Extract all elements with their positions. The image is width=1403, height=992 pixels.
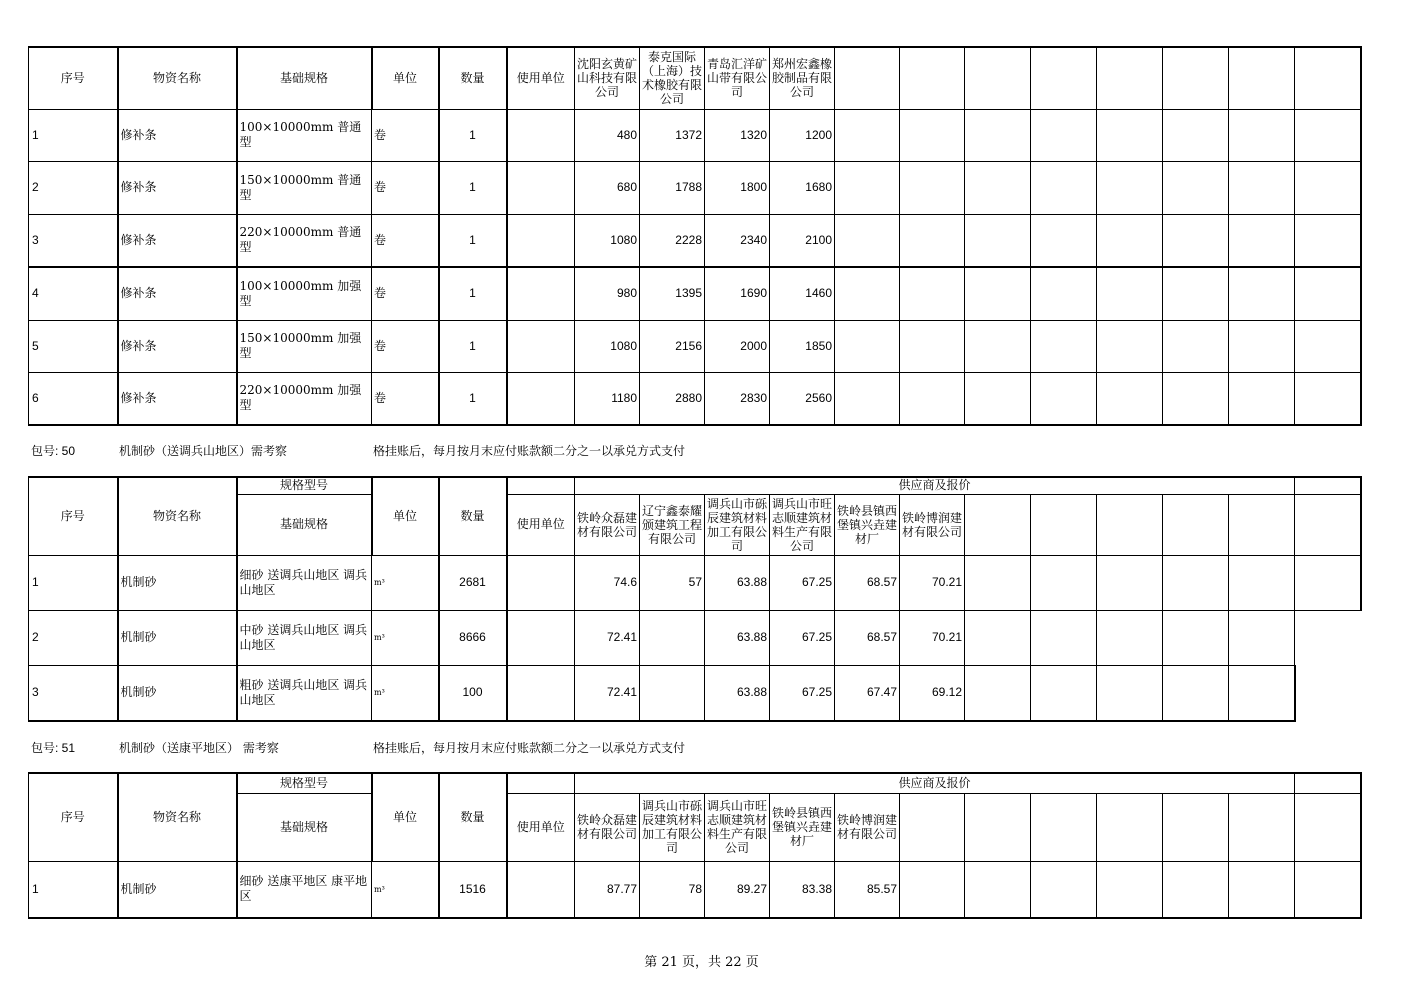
- cell-qty: 100: [439, 665, 507, 721]
- empty-cell: [1229, 109, 1295, 161]
- cell-unit: 卷: [372, 320, 439, 372]
- empty-cell: [900, 109, 965, 161]
- empty-cell: [1097, 494, 1163, 555]
- empty-cell: [1229, 793, 1295, 861]
- table-row: [29, 267, 1361, 320]
- package-51-payment: 格挂账后，每月按月末应付账款额二分之一以承兑方式支付: [373, 741, 686, 755]
- cell-qty: 1: [439, 109, 507, 161]
- header-name: 物资名称: [118, 773, 237, 861]
- empty-cell: [1295, 494, 1361, 555]
- header-qty: 数量: [439, 773, 507, 861]
- cell-seq: 1: [29, 861, 118, 918]
- cell-spec: 细砂 送康平地区 康平地区: [237, 861, 372, 918]
- cell-price: 85.57: [835, 861, 900, 918]
- cell-price: 63.88: [705, 555, 770, 610]
- cell-qty: 1: [439, 267, 507, 320]
- header-supplier: 调兵山市砾辰建筑材料加工有限公司: [640, 793, 705, 861]
- cell-price: 2830: [705, 372, 770, 425]
- empty-cell: [1163, 793, 1229, 861]
- empty-cell: [1229, 47, 1295, 109]
- cell-price: 1680: [770, 161, 835, 214]
- cell-price: 1080: [575, 214, 640, 267]
- empty-cell: [1295, 161, 1361, 214]
- cell-price: 68.57: [835, 610, 900, 665]
- table-row: [29, 372, 1361, 425]
- cell-spec: 100×10000mm 普通型: [237, 109, 372, 161]
- cell-price: 980: [575, 267, 640, 320]
- cell-name: 修补条: [118, 267, 237, 320]
- header-name: 物资名称: [118, 47, 237, 109]
- empty-cell: [1163, 665, 1229, 721]
- cell-price: 67.25: [770, 555, 835, 610]
- table-header-row: [29, 47, 1361, 109]
- table-group-header-row: [29, 477, 1361, 494]
- header-supplier: 调兵山市砾辰建筑材料加工有限公司: [705, 494, 770, 555]
- table-row: [29, 320, 1361, 372]
- header-unit: 单位: [372, 47, 439, 109]
- empty-cell: [900, 320, 965, 372]
- empty-cell: [1031, 372, 1097, 425]
- empty-cell: [1295, 267, 1361, 320]
- empty-cell: [965, 555, 1031, 610]
- quote-table-sand-kangping: [28, 772, 1362, 919]
- header-unit: 单位: [372, 773, 439, 861]
- header-spec-group: 规格型号: [237, 477, 372, 494]
- cell-price: 2228: [640, 214, 705, 267]
- package-50-title: 机制砂（送调兵山地区）需考察: [119, 444, 288, 458]
- table-row: [29, 109, 1361, 161]
- cell-user: [507, 267, 575, 320]
- cell-user: [507, 214, 575, 267]
- empty-cell: [1295, 793, 1361, 861]
- empty-cell: [1229, 494, 1295, 555]
- empty-cell: [965, 109, 1031, 161]
- empty-cell: [965, 793, 1031, 861]
- table-row: [29, 610, 1361, 665]
- cell-price: 63.88: [705, 665, 770, 721]
- empty-cell: [1229, 861, 1295, 918]
- cell-unit: m³: [372, 610, 439, 665]
- empty-cell: [1031, 267, 1097, 320]
- header-seq: 序号: [29, 477, 118, 555]
- empty-cell: [1097, 861, 1163, 918]
- empty-cell: [965, 161, 1031, 214]
- cell-price: 1850: [770, 320, 835, 372]
- empty-cell: [1097, 320, 1163, 372]
- empty-cell: [1031, 214, 1097, 267]
- empty-cell: [900, 793, 965, 861]
- cell-price: 1180: [575, 372, 640, 425]
- table-row: [29, 861, 1361, 918]
- cell-price: 2560: [770, 372, 835, 425]
- empty-cell: [1229, 161, 1295, 214]
- cell-price: 2880: [640, 372, 705, 425]
- table-row: [29, 161, 1361, 214]
- header-supplier: 辽宁鑫泰耀颁建筑工程有限公司: [640, 494, 705, 555]
- cell-price: 57: [640, 555, 705, 610]
- cell-spec: 中砂 送调兵山地区 调兵山地区: [237, 610, 372, 665]
- empty-cell: [835, 47, 900, 109]
- empty-cell: [1163, 320, 1229, 372]
- cell-unit: m³: [372, 555, 439, 610]
- cell-name: 修补条: [118, 320, 237, 372]
- package-number: 包号: 51: [31, 741, 76, 755]
- empty-cell: [1031, 494, 1097, 555]
- cell-unit: m³: [372, 861, 439, 918]
- empty-cell: [1163, 161, 1229, 214]
- empty-cell: [1031, 109, 1097, 161]
- package-51-line: [31, 739, 75, 756]
- empty-cell: [1031, 161, 1097, 214]
- empty-cell: [835, 320, 900, 372]
- cell-name: 修补条: [118, 109, 237, 161]
- cell-user: [507, 320, 575, 372]
- cell-qty: 1: [439, 320, 507, 372]
- empty-cell: [1097, 665, 1163, 721]
- empty-cell: [1163, 214, 1229, 267]
- empty-cell: [1295, 214, 1361, 267]
- empty-cell: [1295, 861, 1361, 918]
- cell-price: 2156: [640, 320, 705, 372]
- empty-cell: [1229, 320, 1295, 372]
- empty-cell: [1031, 793, 1097, 861]
- cell-user: [507, 109, 575, 161]
- header-spec: 基础规格: [237, 793, 372, 861]
- cell-price: 1372: [640, 109, 705, 161]
- empty-cell: [1295, 477, 1361, 494]
- empty-cell: [1097, 267, 1163, 320]
- header-spec-group: 规格型号: [237, 773, 372, 793]
- empty-cell: [1295, 610, 1361, 665]
- table-row: [29, 665, 1361, 721]
- cell-price: 78: [640, 861, 705, 918]
- empty-cell: [965, 320, 1031, 372]
- cell-price: 680: [575, 161, 640, 214]
- empty-cell: [900, 861, 965, 918]
- header-supplier: 郑州宏鑫橡胶制品有限公司: [770, 47, 835, 109]
- empty-cell: [507, 773, 575, 793]
- empty-cell: [1097, 793, 1163, 861]
- cell-user: [507, 555, 575, 610]
- package-50-payment: 格挂账后，每月按月末应付账款额二分之一以承兑方式支付: [373, 444, 686, 458]
- empty-cell: [1097, 555, 1163, 610]
- empty-cell: [835, 372, 900, 425]
- empty-cell: [900, 372, 965, 425]
- empty-cell: [1229, 665, 1295, 721]
- empty-cell: [1229, 555, 1295, 610]
- header-supplier: 铁岭众磊建材有限公司: [575, 494, 640, 555]
- empty-cell: [1031, 320, 1097, 372]
- empty-cell: [835, 161, 900, 214]
- header-user: 使用单位: [507, 494, 575, 555]
- empty-cell: [1295, 320, 1361, 372]
- cell-qty: 1: [439, 214, 507, 267]
- cell-user: [507, 161, 575, 214]
- cell-unit: 卷: [372, 109, 439, 161]
- header-seq: 序号: [29, 47, 118, 109]
- empty-cell: [965, 861, 1031, 918]
- empty-cell: [835, 109, 900, 161]
- empty-cell: [1097, 372, 1163, 425]
- cell-price: 68.57: [835, 555, 900, 610]
- header-user: 使用单位: [507, 47, 575, 109]
- cell-price: 2000: [705, 320, 770, 372]
- table-group-header-row: [29, 773, 1361, 793]
- empty-cell: [1031, 665, 1097, 721]
- cell-price: [640, 610, 705, 665]
- cell-name: 修补条: [118, 372, 237, 425]
- cell-unit: 卷: [372, 372, 439, 425]
- cell-user: [507, 372, 575, 425]
- cell-seq: 3: [29, 214, 118, 267]
- header-supplier-group: 供应商及报价: [575, 773, 1295, 793]
- header-supplier: 铁岭县镇西堡镇兴垚建材厂: [835, 494, 900, 555]
- empty-cell: [1163, 267, 1229, 320]
- cell-qty: 1: [439, 161, 507, 214]
- cell-spec: 150×10000mm 加强型: [237, 320, 372, 372]
- cell-qty: 1516: [439, 861, 507, 918]
- cell-price: 1080: [575, 320, 640, 372]
- empty-cell: [965, 372, 1031, 425]
- empty-cell: [507, 477, 575, 494]
- header-supplier: 铁岭博润建材有限公司: [835, 793, 900, 861]
- empty-cell: [1031, 555, 1097, 610]
- cell-seq: 2: [29, 610, 118, 665]
- cell-price: 1460: [770, 267, 835, 320]
- header-qty: 数量: [439, 47, 507, 109]
- cell-price: 2100: [770, 214, 835, 267]
- cell-price: 1690: [705, 267, 770, 320]
- cell-price: 70.21: [900, 610, 965, 665]
- cell-unit: 卷: [372, 214, 439, 267]
- cell-price: 1200: [770, 109, 835, 161]
- cell-price: 1788: [640, 161, 705, 214]
- empty-cell: [1229, 610, 1295, 665]
- header-user: 使用单位: [507, 793, 575, 861]
- empty-cell: [1229, 214, 1295, 267]
- empty-cell: [1097, 214, 1163, 267]
- cell-price: [640, 665, 705, 721]
- empty-cell: [965, 267, 1031, 320]
- cell-price: 1395: [640, 267, 705, 320]
- cell-price: 72.41: [575, 665, 640, 721]
- header-supplier: 铁岭博润建材有限公司: [900, 494, 965, 555]
- header-supplier: 泰克国际（上海）技术橡胶有限公司: [640, 47, 705, 109]
- empty-cell: [1097, 109, 1163, 161]
- empty-cell: [1295, 555, 1361, 610]
- header-seq: 序号: [29, 773, 118, 861]
- header-name: 物资名称: [118, 477, 237, 555]
- cell-spec: 细砂 送调兵山地区 调兵山地区: [237, 555, 372, 610]
- empty-cell: [1031, 47, 1097, 109]
- empty-cell: [1163, 555, 1229, 610]
- cell-unit: 卷: [372, 267, 439, 320]
- empty-cell: [1295, 47, 1361, 109]
- cell-price: 83.38: [770, 861, 835, 918]
- cell-price: 70.21: [900, 555, 965, 610]
- empty-cell: [965, 47, 1031, 109]
- empty-cell: [1295, 773, 1361, 793]
- header-supplier: 铁岭众磊建材有限公司: [575, 793, 640, 861]
- page-footer: 第 21 页，共 22 页: [644, 955, 759, 970]
- cell-price: 1800: [705, 161, 770, 214]
- package-number: 包号: 50: [31, 444, 76, 458]
- cell-spec: 220×10000mm 普通型: [237, 214, 372, 267]
- empty-cell: [965, 665, 1031, 721]
- header-supplier: 铁岭县镇西堡镇兴垚建材厂: [770, 793, 835, 861]
- cell-seq: 3: [29, 665, 118, 721]
- cell-seq: 6: [29, 372, 118, 425]
- cell-price: 74.6: [575, 555, 640, 610]
- cell-price: 1320: [705, 109, 770, 161]
- cell-qty: 2681: [439, 555, 507, 610]
- empty-cell: [1163, 109, 1229, 161]
- cell-seq: 1: [29, 109, 118, 161]
- empty-cell: [900, 214, 965, 267]
- cell-price: 89.27: [705, 861, 770, 918]
- cell-name: 机制砂: [118, 665, 237, 721]
- cell-price: 67.47: [835, 665, 900, 721]
- cell-user: [507, 610, 575, 665]
- cell-name: 修补条: [118, 161, 237, 214]
- cell-price: 67.25: [770, 610, 835, 665]
- cell-spec: 220×10000mm 加强型: [237, 372, 372, 425]
- header-supplier: 调兵山市旺志顺建筑材料生产有限公司: [770, 494, 835, 555]
- quote-table-sand-diaobingshan: [28, 476, 1362, 722]
- package-51-title: 机制砂（送康平地区） 需考察: [119, 741, 279, 755]
- cell-seq: 1: [29, 555, 118, 610]
- header-supplier: 调兵山市旺志顺建筑材料生产有限公司: [705, 793, 770, 861]
- cell-price: 2340: [705, 214, 770, 267]
- empty-cell: [1097, 161, 1163, 214]
- cell-seq: 4: [29, 267, 118, 320]
- empty-cell: [1163, 494, 1229, 555]
- cell-spec: 150×10000mm 普通型: [237, 161, 372, 214]
- empty-cell: [965, 214, 1031, 267]
- cell-name: 修补条: [118, 214, 237, 267]
- header-spec: 基础规格: [237, 494, 372, 555]
- empty-cell: [1163, 861, 1229, 918]
- cell-seq: 2: [29, 161, 118, 214]
- empty-cell: [1163, 372, 1229, 425]
- cell-name: 机制砂: [118, 861, 237, 918]
- empty-cell: [1295, 109, 1361, 161]
- cell-unit: 卷: [372, 161, 439, 214]
- cell-user: [507, 861, 575, 918]
- cell-unit: m³: [372, 665, 439, 721]
- header-supplier: 沈阳玄黄矿山科技有限公司: [575, 47, 640, 109]
- empty-cell: [900, 161, 965, 214]
- empty-cell: [1229, 372, 1295, 425]
- cell-price: 87.77: [575, 861, 640, 918]
- cell-price: 67.25: [770, 665, 835, 721]
- empty-cell: [965, 494, 1031, 555]
- empty-cell: [900, 267, 965, 320]
- header-supplier: 青岛汇洋矿山带有限公司: [705, 47, 770, 109]
- header-supplier-group: 供应商及报价: [575, 477, 1295, 494]
- cell-name: 机制砂: [118, 555, 237, 610]
- header-unit: 单位: [372, 477, 439, 555]
- empty-cell: [965, 610, 1031, 665]
- table-row: [29, 214, 1361, 267]
- empty-cell: [835, 214, 900, 267]
- cell-price: 69.12: [900, 665, 965, 721]
- empty-cell: [1163, 47, 1229, 109]
- empty-cell: [1031, 610, 1097, 665]
- cell-qty: 1: [439, 372, 507, 425]
- table-row: [29, 555, 1361, 610]
- empty-cell: [900, 47, 965, 109]
- empty-cell: [1097, 47, 1163, 109]
- quote-table-repair-strip: [28, 46, 1362, 426]
- empty-cell: [1097, 610, 1163, 665]
- header-qty: 数量: [439, 477, 507, 555]
- cell-user: [507, 665, 575, 721]
- empty-cell: [1031, 861, 1097, 918]
- cell-spec: 100×10000mm 加强型: [237, 267, 372, 320]
- cell-price: 63.88: [705, 610, 770, 665]
- cell-name: 机制砂: [118, 610, 237, 665]
- empty-cell: [1295, 372, 1361, 425]
- empty-cell: [835, 267, 900, 320]
- cell-price: 72.41: [575, 610, 640, 665]
- package-50-line: [31, 442, 75, 459]
- cell-seq: 5: [29, 320, 118, 372]
- cell-qty: 8666: [439, 610, 507, 665]
- empty-cell: [1229, 267, 1295, 320]
- cell-price: 480: [575, 109, 640, 161]
- header-spec: 基础规格: [237, 47, 372, 109]
- empty-cell: [1295, 665, 1361, 721]
- empty-cell: [1163, 610, 1229, 665]
- cell-spec: 粗砂 送调兵山地区 调兵山地区: [237, 665, 372, 721]
